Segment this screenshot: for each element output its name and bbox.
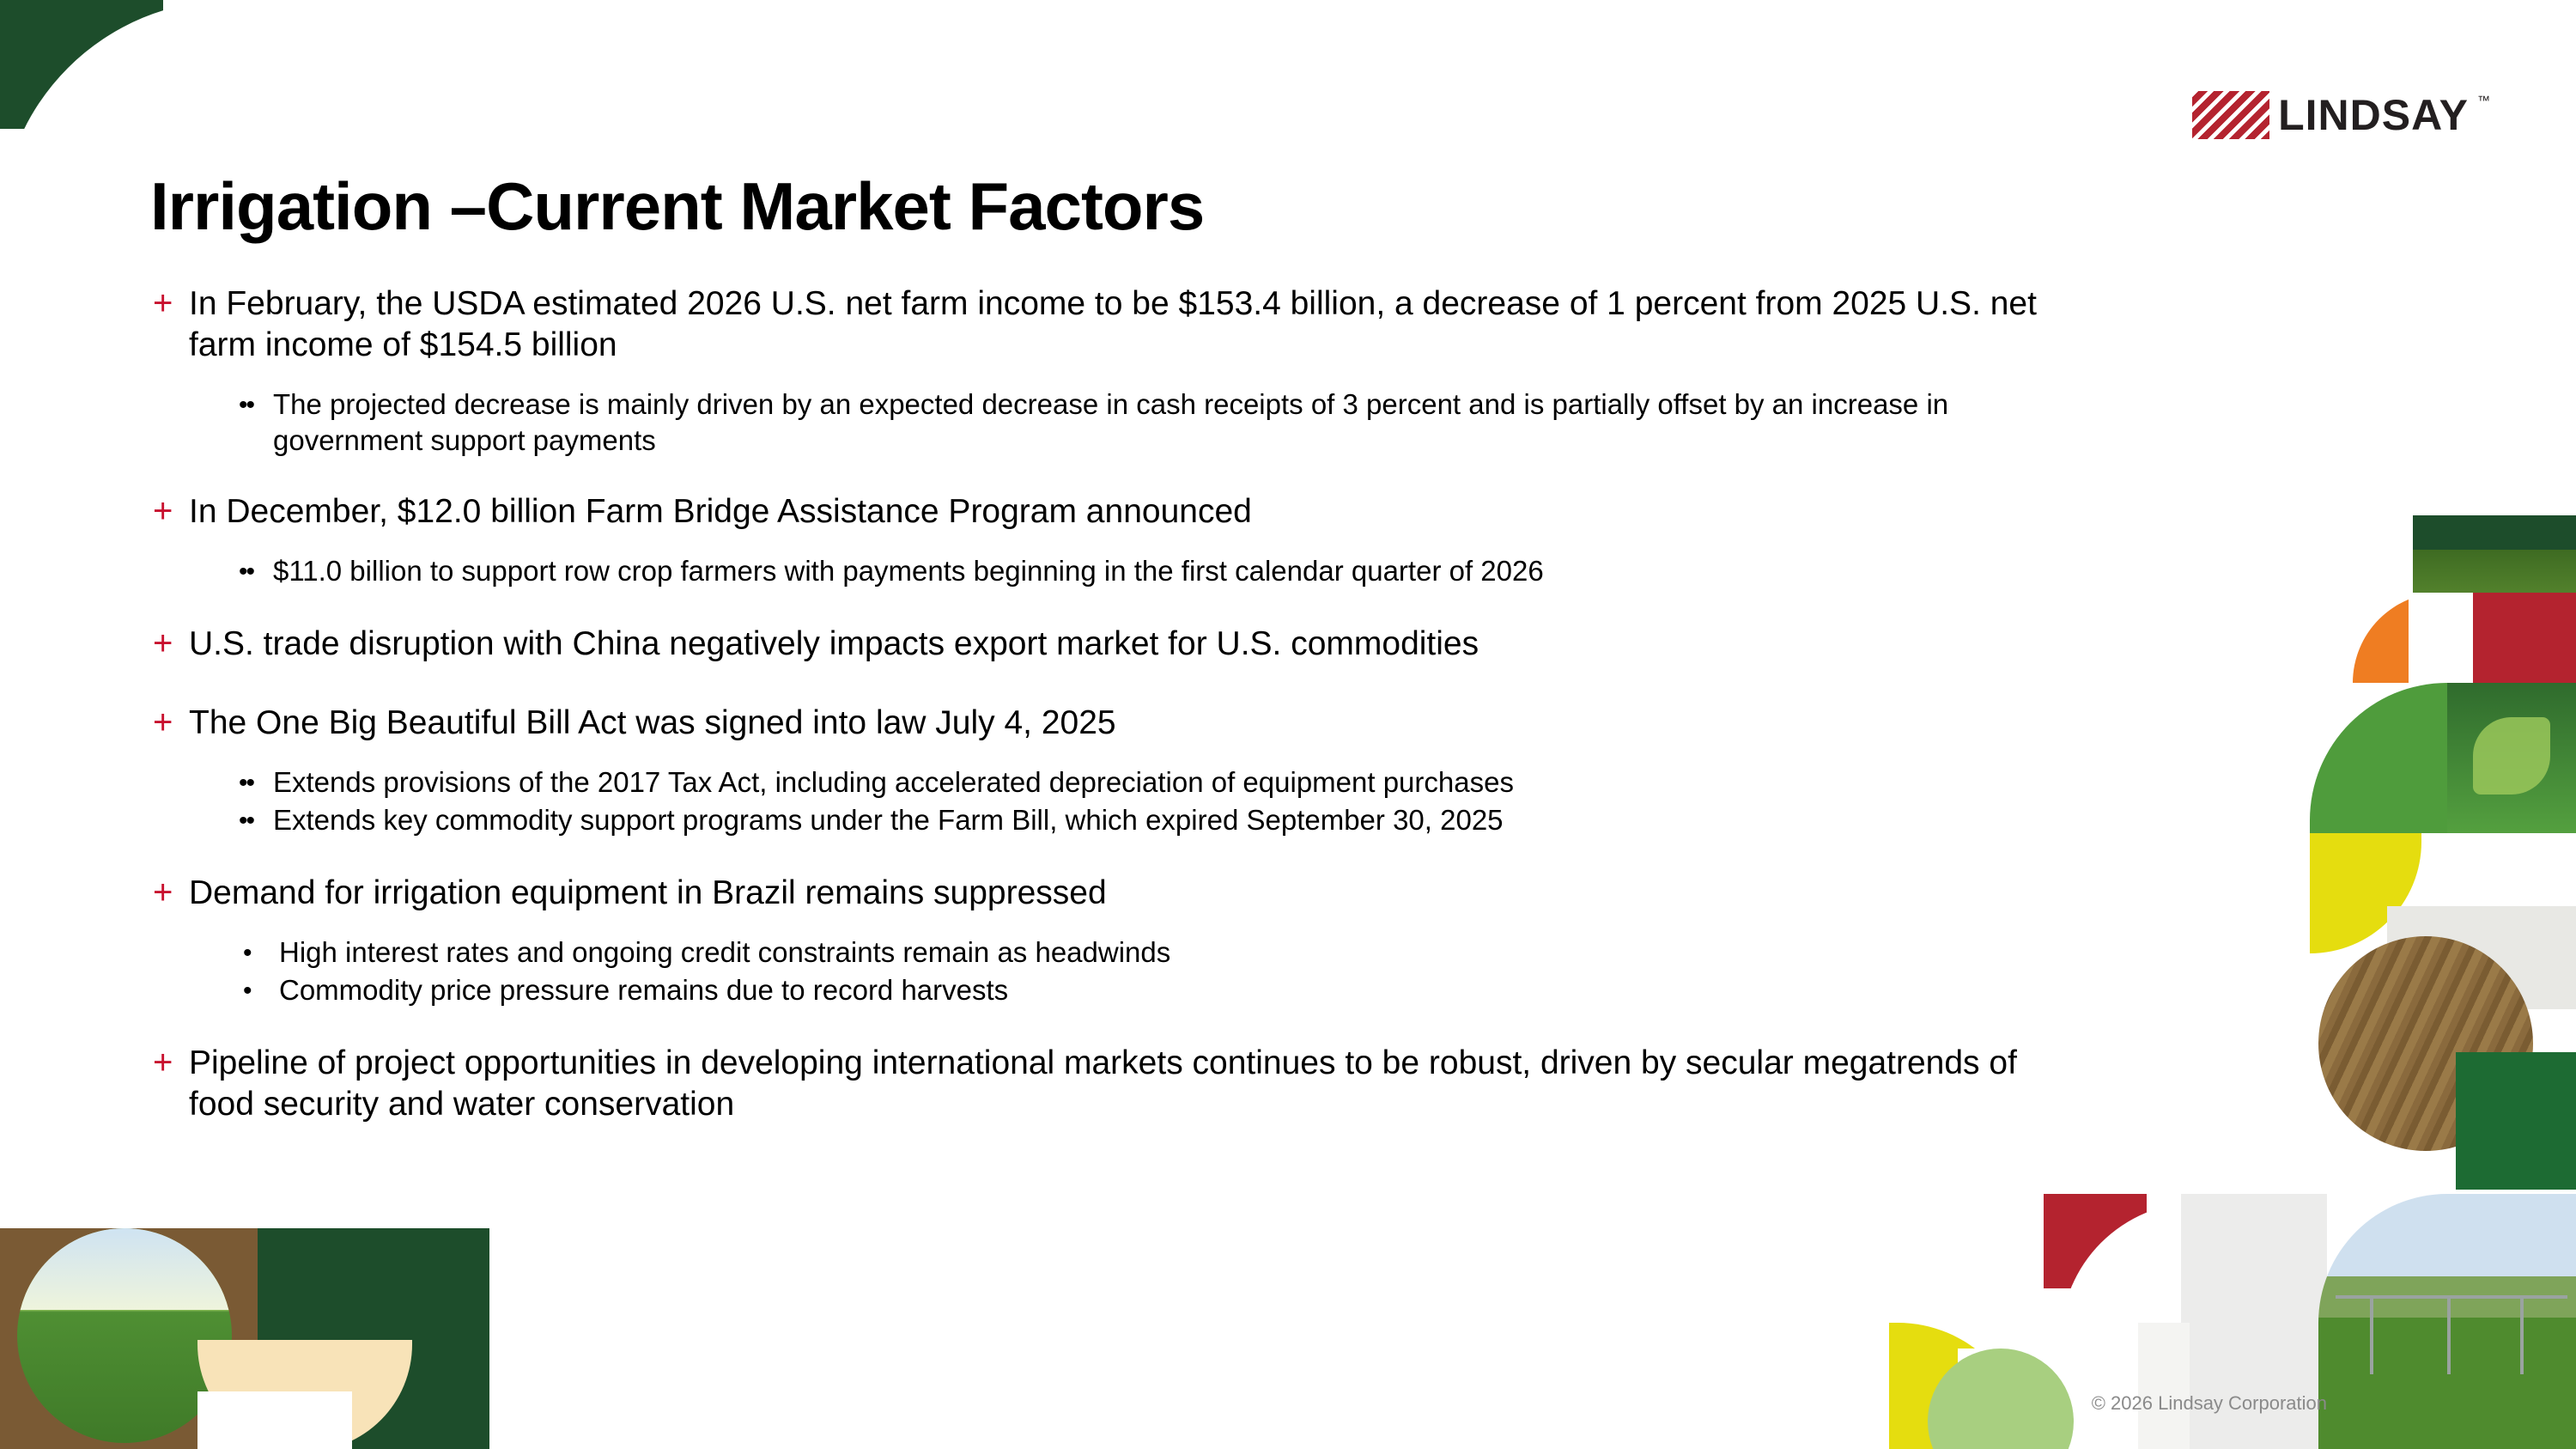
bullet-glyph: + (153, 874, 173, 911)
spacer (153, 591, 2068, 624)
bullet-glyph: + (153, 624, 173, 662)
bullet-glyph: + (153, 492, 173, 530)
list-item (243, 972, 2068, 1010)
bullet-glyph: •• (239, 769, 254, 797)
decor-white-patch-bottom-left (197, 1391, 352, 1449)
spacer (153, 1010, 2068, 1043)
spacer (153, 749, 2068, 764)
list-item-text: The projected decrease is mainly driven by an expected decrease in cash receipts of 3 percent and is partially offset by an increase in government support payments (273, 388, 1949, 456)
bullet-glyph: •• (239, 391, 254, 419)
list-item-text: $11.0 billion to support row crop farmers with payments beginning in the first calendar quarter of 2026 (273, 555, 1544, 587)
lindsay-logo-mark-icon (2192, 91, 2269, 139)
bullet-glyph: • (243, 977, 252, 1005)
list-item (239, 764, 2068, 802)
spacer (153, 670, 2068, 703)
bullet-glyph: + (153, 1044, 173, 1081)
list-item-text: High interest rates and ongoing credit constraints remain as headwinds (279, 936, 1171, 968)
list-item (153, 873, 2068, 914)
page-title: Irrigation –Current Market Factors (150, 168, 1205, 244)
list-item (239, 387, 2068, 459)
bullet-list (153, 283, 2068, 1130)
list-item-text: The One Big Beautiful Bill Act was signed into law July 4, 2025 (189, 704, 1116, 741)
spacer (153, 840, 2068, 873)
trademark-symbol: ™ (2477, 94, 2490, 108)
decor-gray-strip-bottom-right-2 (2138, 1323, 2190, 1449)
spacer (153, 371, 2068, 387)
decor-dark-green-right-2 (2456, 1052, 2576, 1190)
bullet-glyph: •• (239, 557, 254, 586)
list-item-text: Extends provisions of the 2017 Tax Act, including accelerated depreciation of equipment purchases (273, 766, 1514, 798)
decor-red-block-right (2473, 593, 2576, 683)
decor-leaf-photo-right (2447, 683, 2576, 833)
list-item (153, 624, 2068, 665)
list-item (239, 802, 2068, 840)
spacer (153, 459, 2068, 491)
bullet-glyph: + (153, 284, 173, 322)
decor-pivot-leg (2520, 1297, 2524, 1374)
decor-pivot-leg (2370, 1297, 2373, 1374)
list-item-text: Commodity price pressure remains due to record harvests (279, 974, 1009, 1006)
list-item (243, 935, 2068, 972)
decor-green-quarter-right (2310, 683, 2447, 833)
decor-center-pivot-photo (2318, 1194, 2576, 1449)
spacer (153, 919, 2068, 935)
bullet-glyph: + (153, 703, 173, 741)
list-item-text: Demand for irrigation equipment in Brazil remains suppressed (189, 874, 1107, 911)
bullet-glyph: •• (239, 807, 254, 835)
list-item (153, 491, 2068, 533)
list-item (153, 703, 2068, 744)
list-item-text: U.S. trade disruption with China negatively impacts export market for U.S. commodities (189, 625, 1479, 662)
decor-pivot-leg (2447, 1297, 2451, 1374)
list-item-text: In December, $12.0 billion Farm Bridge Assistance Program announced (189, 493, 1252, 530)
copyright-notice: © 2026 Lindsay Corporation (2091, 1392, 2327, 1414)
list-item-text: In February, the USDA estimated 2026 U.S. net farm income to be $153.4 billion, a decrease of 1 percent from 2025 U.S. net farm income of $154.5 billion (189, 285, 2037, 363)
list-item (239, 553, 2068, 591)
list-item (153, 1043, 2068, 1125)
list-item (153, 283, 2068, 366)
bullet-glyph: • (243, 939, 252, 967)
spacer (153, 538, 2068, 553)
lindsay-logo-text: LINDSAY (2278, 91, 2469, 139)
list-item-text: Extends key commodity support programs under the Farm Bill, which expired September 30, 2025 (273, 804, 1504, 836)
list-item-text: Pipeline of project opportunities in developing international markets continues to be robust, driven by secular megatrends of food security and water conservation (189, 1044, 2017, 1123)
lindsay-logo (2192, 90, 2490, 140)
